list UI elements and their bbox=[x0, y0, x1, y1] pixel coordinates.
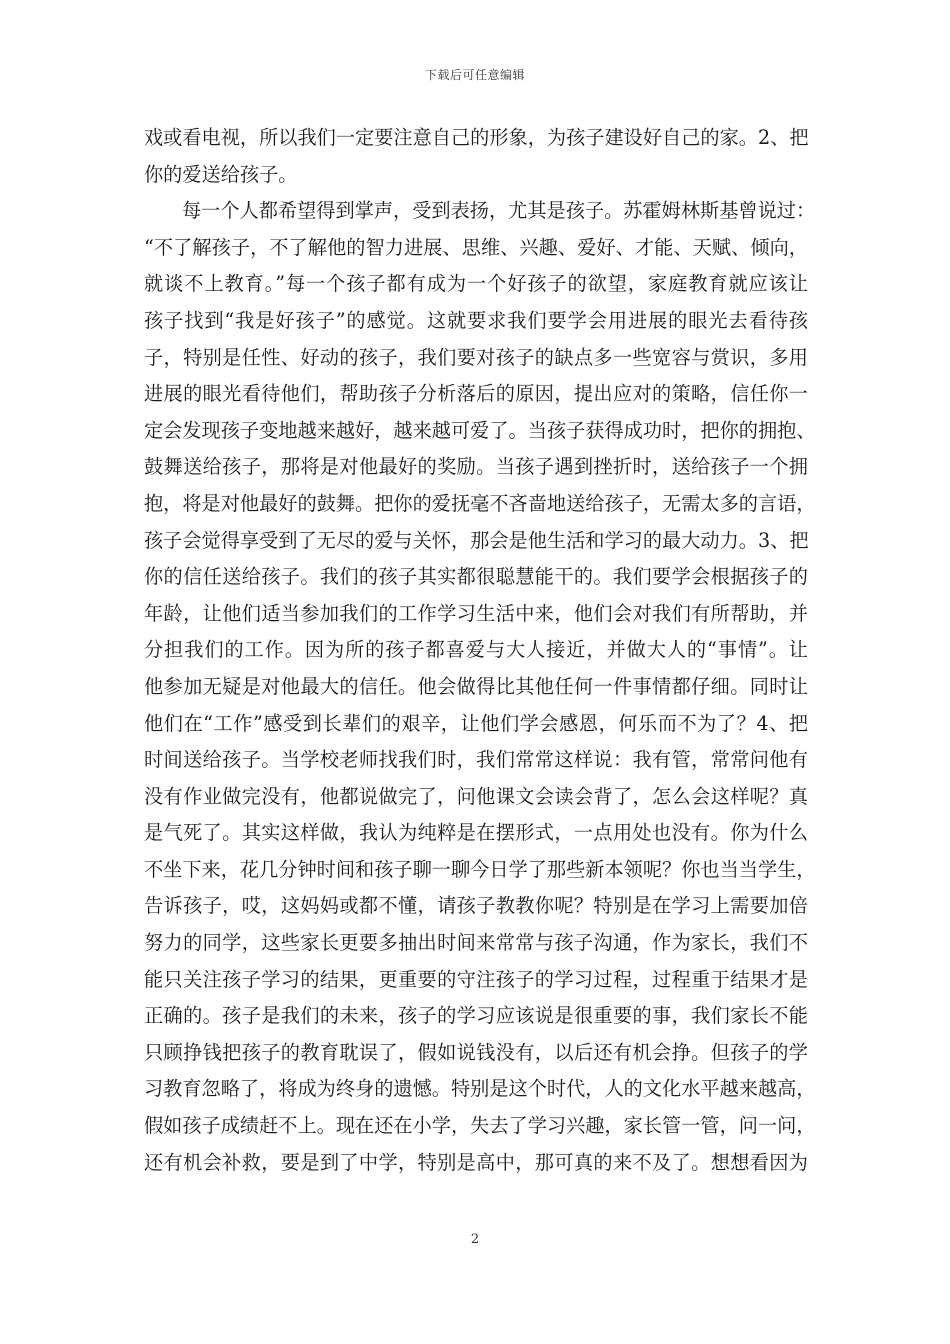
text-line: 告诉孩子，哎，这妈妈或都不懂，请孩子教教你呢？特别是在学习上需要加倍 bbox=[144, 894, 808, 918]
text-line: 能只关注孩子学习的结果，更重要的守注孩子的学习过程，过程重于结果才是 bbox=[144, 967, 808, 991]
text-line: 不坐下来，花几分钟时间和孩子聊一聊今日学了那些新本领呢？你也当当学生， bbox=[144, 857, 816, 881]
text-line: 他参加无疑是对他最大的信任。他会做得比其他任何一件事情都仔细。同时让 bbox=[144, 674, 808, 698]
text-line: “不了解孩子，不了解他的智力进展、思维、兴趣、爱好、才能、天赋、倾向， bbox=[144, 235, 808, 259]
page-number: 2 bbox=[470, 1232, 480, 1247]
text-line: 年龄，让他们适当参加我们的工作学习生活中来，他们会对我们有所帮助，并 bbox=[144, 601, 808, 625]
text-line: 定会发现孩子变地越来越好，越来越可爱了。当孩子获得成功时，把你的拥抱、 bbox=[144, 418, 816, 442]
text-line: 没有作业做完没有，他都说做完了，问他课文会读会背了，怎么会这样呢？真 bbox=[144, 784, 808, 808]
text-line: 只顾挣钱把孩子的教育耽误了，假如说钱没有，以后还有机会挣。但孩子的学 bbox=[144, 1040, 808, 1064]
page-header: 下载后可任意编辑 bbox=[424, 68, 525, 82]
text-line: 孩子会觉得享受到了无尽的爱与关怀，那会是他生活和学习的最大动力。3、把 bbox=[144, 528, 809, 552]
text-line: 孩子找到“我是好孩子”的感觉。这就要求我们要学会用进展的眼光去看待孩 bbox=[144, 308, 808, 332]
text-line: 你的信任送给孩子。我们的孩子其实都很聪慧能干的。我们要学会根据孩子的 bbox=[144, 565, 808, 589]
text-line: 分担我们的工作。因为所的孩子都喜爱与大人接近，并做大人的“事情”。让 bbox=[144, 638, 808, 662]
document-body bbox=[144, 120, 816, 1181]
text-line: 是气死了。其实这样做，我认为纯粹是在摆形式，一点用处也没有。你为什么 bbox=[144, 821, 808, 845]
text-line: 就谈不上教育。”每一个孩子都有成为一个好孩子的欲望，家庭教育就应该让 bbox=[144, 272, 808, 296]
text-line: 进展的眼光看待他们，帮助孩子分析落后的原因，提出应对的策略，信任你一 bbox=[144, 382, 808, 406]
text-line: 还有机会补救，要是到了中学，特别是高中，那可真的来不及了。想想看因为 bbox=[144, 1150, 808, 1174]
text-line: 正确的。孩子是我们的未来，孩子的学习应该说是很重要的事，我们家长不能 bbox=[144, 1004, 808, 1028]
text-line: 时间送给孩子。当学校老师找我们时，我们常常这样说：我有管，常常问他有 bbox=[144, 748, 808, 772]
text-line: 假如孩子成绩赶不上。现在还在小学，失去了学习兴趣，家长管一管，问一问， bbox=[144, 1114, 816, 1138]
text-line: 你的爱送给孩子。 bbox=[144, 162, 298, 186]
text-line: 鼓舞送给孩子，那将是对他最好的奖励。当孩子遇到挫折时，送给孩子一个拥 bbox=[144, 455, 808, 479]
text-line: 戏或看电视，所以我们一定要注意自己的形象，为孩子建设好自己的家。2、把 bbox=[144, 126, 809, 149]
text-line: 子，特别是任性、好动的孩子，我们要对孩子的缺点多一些宽容与赏识，多用 bbox=[144, 345, 808, 369]
text-line: 习教育忽略了，将成为终身的遗憾。特别是这个时代，人的文化水平越来越高， bbox=[144, 1077, 816, 1101]
text-line: 努力的同学，这些家长更要多抽出时间来常常与孩子沟通，作为家长，我们不 bbox=[144, 931, 808, 955]
text-line: 他们在“工作”感受到长辈们的艰辛，让他们学会感恩，何乐而不为了？4、把 bbox=[144, 711, 808, 735]
text-line: 每一个人都希望得到掌声，受到表扬，尤其是孩子。苏霍姆林斯基曾说过： bbox=[182, 199, 816, 223]
text-line: 抱，将是对他最好的鼓舞。把你的爱抚毫不吝啬地送给孩子，无需太多的言语， bbox=[144, 491, 816, 515]
